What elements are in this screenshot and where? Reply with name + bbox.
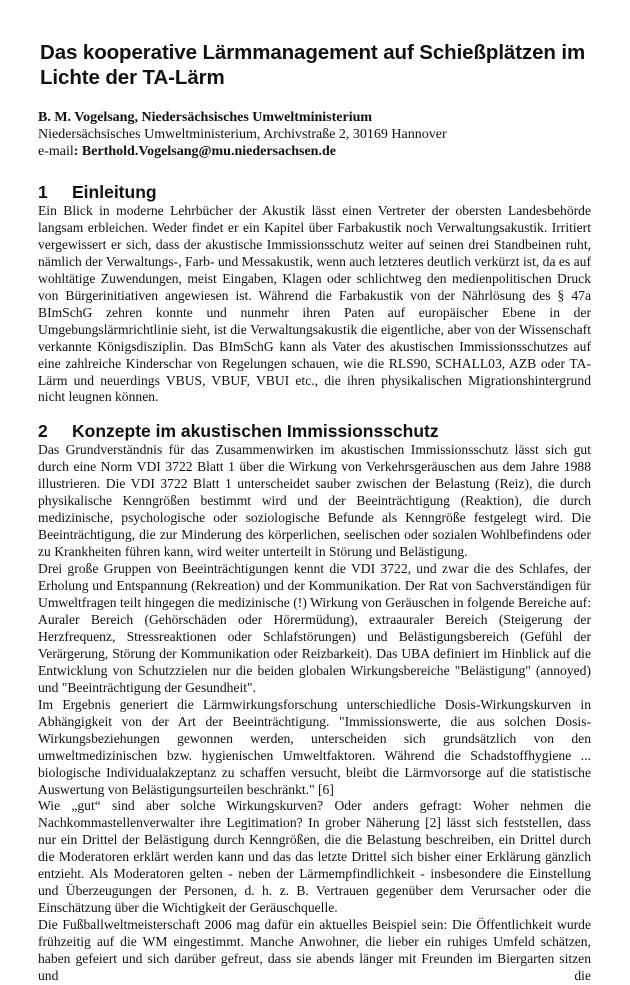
paragraph: Wie „gut“ sind aber solche Wirkungskurven? Oder anders gefragt: Woher nehmen die Nachkommastellenverwalter ihre Legitimation? In grober Näherung [2] lässt sich feststellen, dass nur ein Drittel der Belästigung durch Kenngrößen, die die Belastung beschreiben, ein Drittel durch die Moderatoren erklärt werden kann und das das letzte Drittel sich bisher einer Erklärung gänzlich entzieht. Als Moderatoren gelten - neben der Lärmempfindlichkeit - insbesondere die Einstellung und Überzeugungen der Personen, d. h. z. B. Vertrauen gegenüber dem Verursacher oder die Einschätzung über die Wichtigkeit der Geräuschquelle. xyxy=(38,798,591,916)
paragraph: Die Fußballweltmeisterschaft 2006 mag dafür ein aktuelles Beispiel sein: Die Öffentlichkeit wurde frühzeitig auf die WM eingestimmt. Manche Anwohner, die lieber ein ruhiges Umfeld schätzen, haben gefeiert und sich darüber gefreut, dass sie abends länger mit Freunden im Biergarten sitzen und die xyxy=(38,917,591,983)
paper-page xyxy=(38,40,591,985)
paragraph: Drei große Gruppen von Beeinträchtigungen kennt die VDI 3722, und zwar die des Schlafes, der Erholung und Entspannung (Rekreation) und der Kommunikation. Der Rat von Sachverständigen für Umweltfragen teilt hingegen die medizinische (!) Wirkung von Geräuschen in folgende Bereiche auf: Auraler Bereich (Gehörschäden oder Hörermüdung), extraauraler Bereich (Steigerung der Herzfrequenz, Stressreaktionen oder Schlafstörungen) und Belästigungsbereich (Gefühl der Verärgerung, Störung der Kommunikation oder Reizbarkeit). Das UBA definiert im Hinblick auf die Entwicklung von Schutzzielen nur die beiden globalen Wirkungsbereiche "Belästigung" (annoyed) und "Beeinträchtigung der Gesundheit". xyxy=(38,561,591,695)
paragraph: Ein Blick in moderne Lehrbücher der Akustik lässt einen Vertreter der obersten Landesbehörde langsam erbleichen. Weder findet er ein Kapitel über Farbakustik noch Verwaltungsakustik. Irritiert vergewissert er sich, dass der akustische Immissionsschutz weiter auf seinen drei Standbeinen ruht, nämlich der Verwaltungs-, Farb- und Messakustik, wenn auch letzteres deutlich verkürzt ist, da es auf wohltätige Zuwendungen, meist Eingaben, Klagen oder schlichtweg den medienpolitischen Druck von Bürgerinitiativen angewiesen ist. Während die Farbakustik von der Nährlösung des § 47a BImSchG zehren konnte und nunmehr ihren Paten auf europäischer Ebene in der Umgebungslärmrichtlinie sieht, ist die Verwaltungsakustik die eigentliche, aber von der Wissenschaft verkannte Königsdisziplin. Das BImSchG kann als Vater des akustischen Immissionsschutzes auf eine zahlreiche Kinderschar von Regelungen schauen, wie die RLS90, SCHALL03, AZB oder TA-Lärm und neuerdings VBUS, VBUF, VBUI etc., die ihren physikalischen Migrationshintergrund nicht leugnen können. xyxy=(38,203,591,405)
paragraph: Im Ergebnis generiert die Lärmwirkungsforschung unterschiedliche Dosis-Wirkungskurven in Abhängigkeit von der Art der Beeinträchtigung. "Immissionswerte, die aus solchen Dosis-Wirkungsbeziehungen gewonnen werden, unterscheiden sich grundsätzlich von den umweltmedizinischen bzw. hygienischen Umweltfaktoren. Während die Schadstoffhygiene ... biologische Individualakzeptanz zu schaffen versucht, bleibt die Lärmvorsorge auf die statistische Auswertung von Belästigungsurteilen beschränkt." [6] xyxy=(38,696,591,797)
section-heading-1 xyxy=(38,181,591,203)
email-label: e-mail xyxy=(38,144,74,159)
paragraph: Das Grundverständnis für das Zusammenwirken im akustischen Immissionsschutz lässt sich gut durch eine Norm VDI 3722 Blatt 1 über die Wirkung von Verkehrsgeräuschen aus dem Jahre 1988 illustrieren. Die VDI 3722 Blatt 1 unterscheidet sauber zwischen der Belastung (Reiz), die durch physikalische Kenngrößen bestimmt wird und der Beeinträchtigung (Reaktion), die durch medizinische, psychologische oder soziologische Befunde als Kenngröße festgelegt wird. Die Beeinträchtigung, die zur Minderung des körperlichen, seelischen oder sozialen Wohlbefindens oder zu Krankheiten führen kann, wird weiter unterteilt in Störung und Belästigung. xyxy=(38,442,591,560)
email-address[interactable]: : Berthold.Vogelsang@mu.niedersachsen.de xyxy=(73,144,336,159)
author-name: B. M. Vogelsang, Niedersächsisches Umweltministerium xyxy=(38,110,373,125)
section-title: Konzepte im akustischen Immissionsschutz xyxy=(72,421,439,442)
author-address: Niedersächsisches Umweltministerium, Archivstraße 2, 30169 Hannover xyxy=(38,127,447,142)
section-title: Einleitung xyxy=(72,182,157,202)
section-number: 2 xyxy=(38,421,48,442)
section-number: 1 xyxy=(38,182,48,202)
paper-title: Das kooperative Lärmmanagement auf Schießplätzen im Lichte der TA-Lärm xyxy=(40,41,586,89)
author-block xyxy=(38,109,591,160)
section-heading-2 xyxy=(38,420,591,442)
author-email-line xyxy=(38,143,591,160)
